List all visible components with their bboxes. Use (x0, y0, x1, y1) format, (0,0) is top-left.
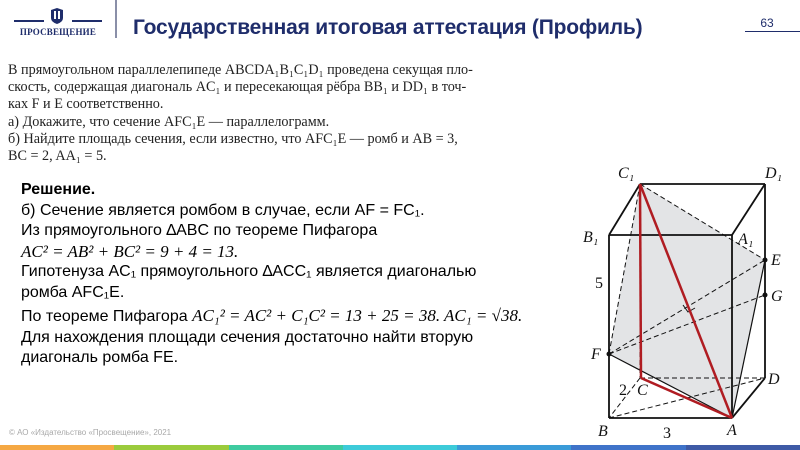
label-g: G (771, 288, 783, 305)
solution-line: б) Сечение является ромбом в случае, если AF = FC₁. (21, 201, 425, 219)
solution-line: диагональ ромба FE. (21, 349, 179, 366)
solution-line: Для нахождения площади сечения достаточно найти вторую (21, 328, 474, 346)
logo-emblem-icon (50, 8, 64, 24)
parallelepiped-diagram (570, 150, 800, 440)
solution-line: ромба AFC₁E. (21, 283, 125, 301)
header-divider (115, 0, 117, 38)
solution-line (21, 306, 522, 328)
dim-ab: 3 (663, 425, 671, 440)
label-d1: D₁ (765, 165, 783, 182)
bar-segment (457, 445, 571, 450)
dim-height: 5 (595, 275, 603, 292)
problem-line: BC = 2, AA₁ = 5. (8, 148, 107, 165)
copyright-text: © АО «Издательство «Просвещение», 2021 (9, 428, 172, 437)
problem-line: б) Найдите площадь сечения, если известно, что AFC₁E — ромб и AB = 3, (8, 130, 458, 147)
solution-formula: AC₁² = AC² + C₁C² = 13 + 25 = 38. AC₁ = √38. (192, 306, 523, 325)
page-number-underline (745, 31, 800, 32)
problem-line: В прямоугольном параллелепипеде ABCDA₁B₁C₁D₁ проведена секущая пло- (8, 62, 473, 78)
label-b: B (598, 423, 608, 440)
logo-line-left (14, 20, 44, 22)
problem-line: а) Докажите, что сечение AFC₁E — параллелограмм. (8, 113, 330, 130)
label-d: D (768, 371, 780, 388)
label-a1: A₁ (738, 231, 754, 248)
label-b1: B₁ (583, 229, 599, 246)
label-c: C (637, 382, 648, 399)
problem-statement (8, 62, 614, 165)
problem-line: ках F и E соответственно. (8, 96, 164, 113)
bar-segment (0, 445, 114, 450)
bar-segment (114, 445, 228, 450)
label-e: E (771, 252, 781, 269)
solution-line: Гипотенуза AC₁ прямоугольного ∆ACC₁ является диагональю (21, 263, 477, 280)
bar-segment (686, 445, 800, 450)
logo-text: ПРОСВЕЩЕНИЕ (19, 27, 97, 37)
label-c1: C₁ (618, 165, 635, 182)
label-a: A (727, 422, 737, 439)
bar-segment (343, 445, 457, 450)
dim-bc: 2 (619, 382, 627, 399)
page-number: 63 (760, 16, 774, 30)
bar-segment (571, 445, 685, 450)
logo-line-right (72, 20, 102, 22)
solution-block (21, 180, 522, 369)
label-f: F (591, 346, 601, 363)
publisher-logo (14, 8, 102, 38)
bar-segment (229, 445, 343, 450)
page-title: Государственная итоговая аттестация (Профиль) (133, 16, 643, 39)
solution-heading: Решение. (21, 181, 96, 198)
problem-line: скость, содержащая диагональ AC₁ и пересекающая рёбра BB₁ и DD₁ в точ- (8, 79, 467, 96)
solution-formula: AC² = AB² + BC² = 9 + 4 = 13. (21, 241, 239, 261)
solution-line: Из прямоугольного ∆ABC по теореме Пифагора (21, 222, 378, 239)
solution-text: По теореме Пифагора (21, 308, 193, 325)
bottom-color-bar (0, 445, 800, 450)
